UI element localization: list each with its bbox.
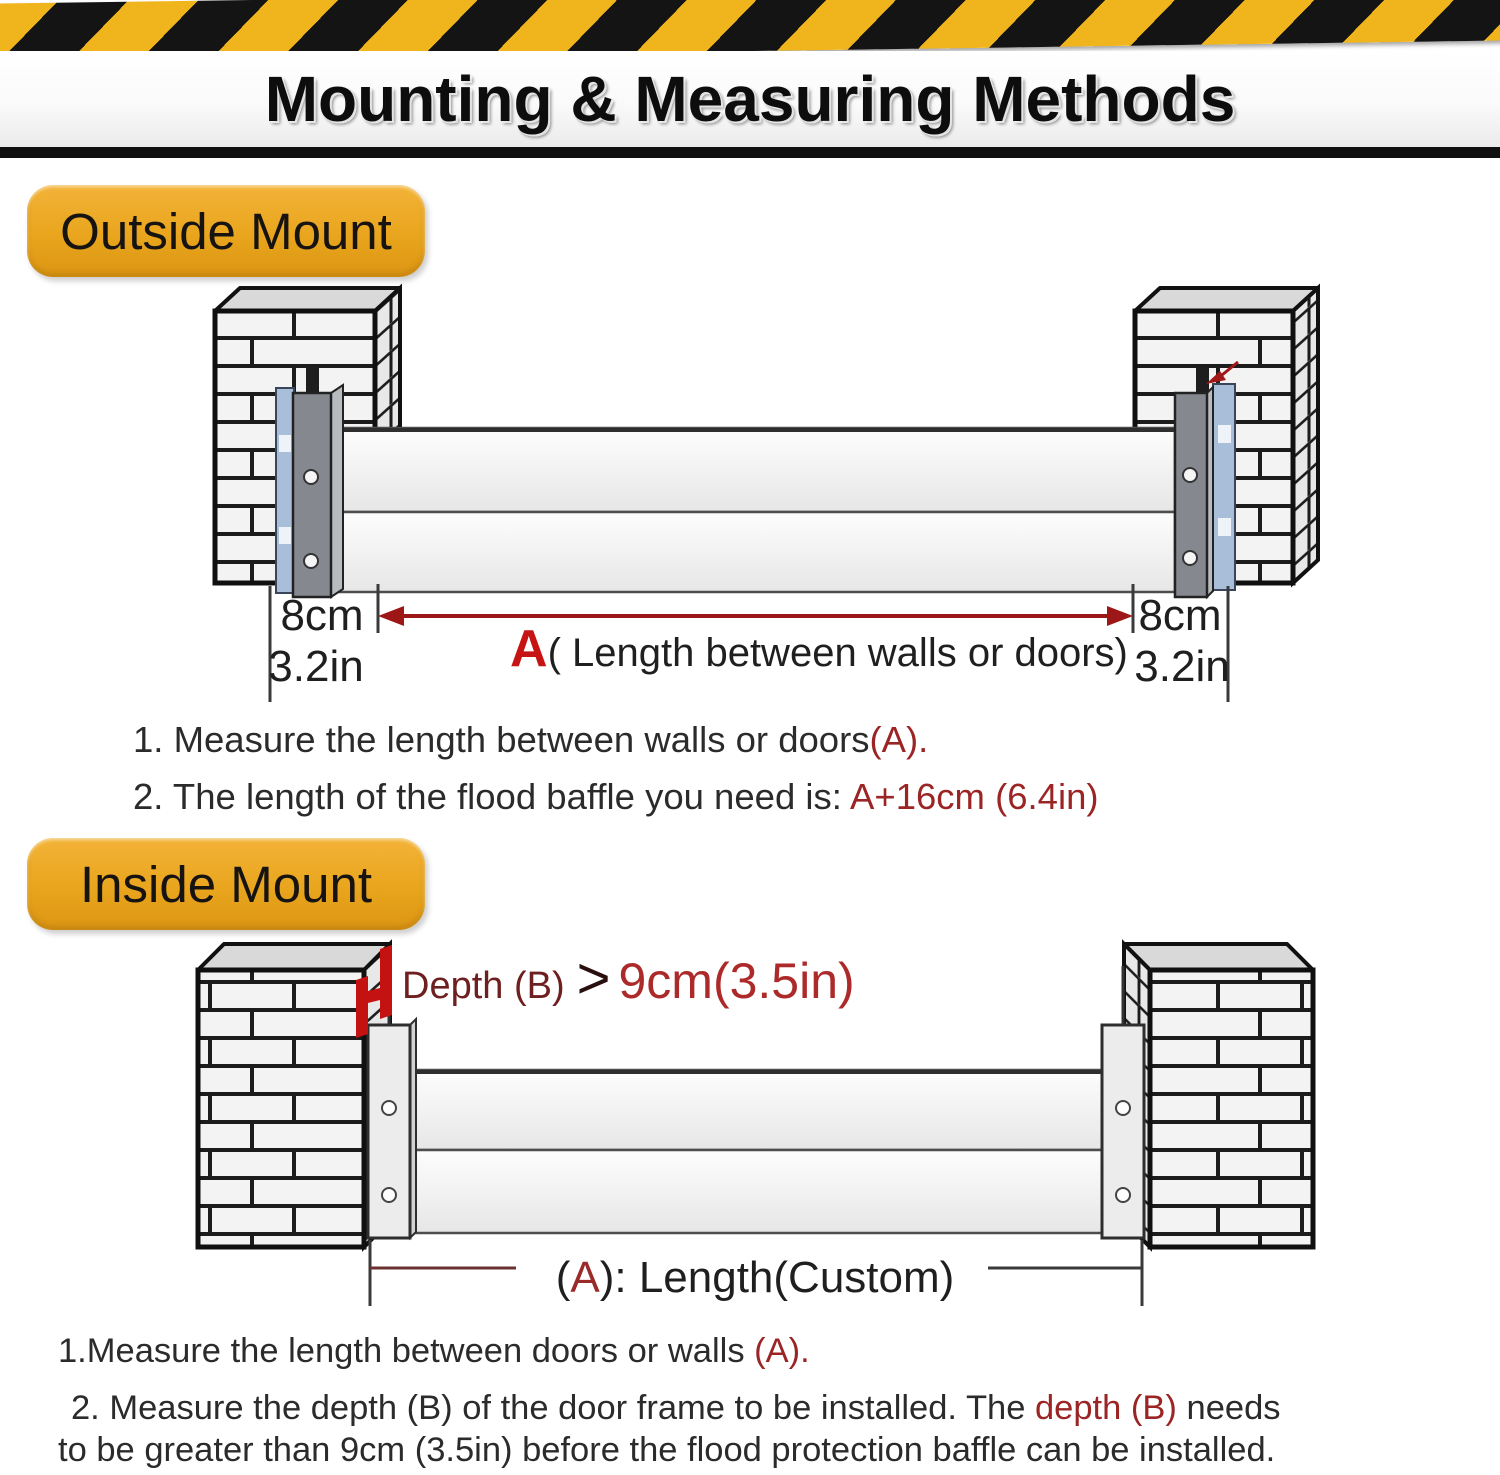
arrowhead-right-icon: [1107, 606, 1133, 626]
arrowhead-left-icon: [378, 606, 404, 626]
page-title: Mounting & Measuring Methods: [264, 63, 1236, 135]
screw-hole: [304, 470, 318, 484]
mounting-bracket-right: [1175, 362, 1238, 597]
greater-than-sign: >: [576, 946, 611, 1011]
span-label-text: ( Length between walls or doors): [547, 631, 1128, 675]
header-divider-bar: [0, 147, 1500, 158]
step-highlight: depth (B): [1035, 1389, 1177, 1428]
flood-barrier-panel-top: [410, 1070, 1102, 1150]
length-dimension-label: [556, 1253, 955, 1302]
screw-hole: [1116, 1101, 1130, 1115]
title-bar: [0, 51, 1500, 147]
install-steps-inside: [58, 1330, 1466, 1471]
flood-barrier: [410, 1070, 1102, 1233]
gap-dimension-left-in: 3.2in: [268, 642, 364, 691]
step-highlight: (A).: [869, 719, 929, 760]
inside-mount-badge: Inside Mount: [27, 838, 425, 930]
paren-open: (: [555, 1253, 571, 1302]
bracket-slot-left: [306, 366, 319, 396]
flood-barrier-panel-top: [333, 428, 1175, 512]
span-dimension-label: [510, 620, 1128, 678]
page-header: [0, 0, 1500, 158]
flood-barrier-panel-bottom: [410, 1150, 1102, 1233]
outside-step-2: [133, 769, 1463, 826]
step-text: 1.Measure the length between doors or walls: [58, 1332, 755, 1370]
gap-dimension-right-in: 3.2in: [1134, 642, 1230, 691]
length-label-text: ): Length(Custom): [599, 1253, 955, 1302]
depth-label-text: Depth (B): [402, 965, 565, 1007]
screw-hole: [382, 1188, 396, 1202]
seal-strip-right: [1213, 384, 1235, 590]
screw-hole: [382, 1101, 396, 1115]
screw-hole: [1116, 1188, 1130, 1202]
step-text: 2. The length of the flood baffle you need is:: [133, 775, 851, 817]
step-text: to be greater than 9cm (3.5in) before the flood protection baffle can be installed.: [58, 1431, 1276, 1470]
gap-dimension-left-cm: 8cm: [280, 591, 364, 640]
step-text: needs: [1176, 1389, 1281, 1428]
inside-mount-diagram: [0, 938, 1500, 1320]
step-text: 2. Measure the depth (B) of the door frame to be installed. The: [71, 1389, 1035, 1428]
flood-barrier-panel-bottom: [333, 512, 1175, 592]
step-highlight: (A).: [754, 1332, 810, 1370]
screw-hole: [1183, 468, 1197, 482]
inside-step-2: [58, 1387, 1466, 1471]
outside-mount-diagram: [0, 280, 1500, 710]
install-steps-outside: [133, 712, 1463, 826]
length-letter-a: A: [570, 1253, 600, 1302]
step-highlight: A+16cm (6.4in): [850, 775, 1099, 817]
brick-pillar-right: [1124, 944, 1313, 1247]
step-text: 1. Measure the length between walls or doors: [133, 719, 870, 760]
outside-mount-badge: Outside Mount: [27, 185, 425, 277]
flood-barrier: [333, 428, 1175, 592]
mounting-bracket-left: [276, 385, 343, 597]
span-letter-a: A: [510, 620, 548, 678]
seal-strip-left: [276, 388, 294, 593]
depth-dimension-label: [402, 946, 855, 1011]
screw-hole: [1183, 551, 1197, 565]
depth-value-text: 9cm(3.5in): [618, 953, 855, 1009]
inside-step-1: [58, 1330, 1466, 1372]
screw-hole: [304, 554, 318, 568]
outside-step-1: [133, 712, 1463, 769]
gap-dimension-right-cm: 8cm: [1138, 591, 1222, 640]
